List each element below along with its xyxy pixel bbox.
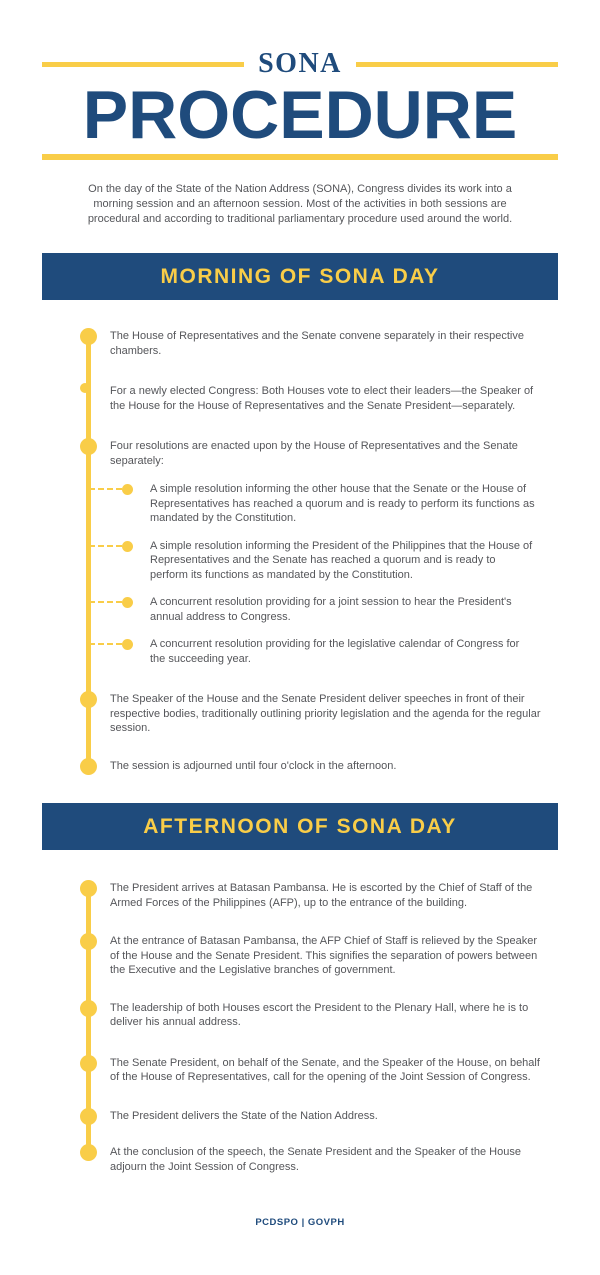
footer: [0, 1212, 600, 1230]
timeline-subitem: [80, 539, 555, 583]
timeline-dot: [80, 1108, 97, 1125]
item-text: The President arrives at Batasan Pambansa. He is escorted by the Chief of Staff of the Armed Forces of the Philippines (AFP), up to the entrance of the building.: [110, 882, 533, 909]
timeline-dot: [80, 328, 97, 345]
timeline-morning: [80, 329, 555, 773]
timeline-item: [80, 384, 555, 413]
page-title: PROCEDURE: [82, 77, 518, 153]
timeline-item: [80, 1001, 555, 1030]
section-banner-afternoon: [42, 803, 558, 850]
timeline-subdot: [122, 541, 133, 552]
dashed-connector: [89, 601, 122, 603]
timeline-subitem: [80, 482, 555, 526]
timeline-afternoon: [80, 881, 555, 1174]
item-text: For a newly elected Congress: Both Houses vote to elect their leaders—the Speaker of the House for the House of Representatives and the Senate President—separately.: [110, 385, 534, 412]
timeline-subdot: [122, 639, 133, 650]
dashed-connector: [89, 488, 122, 490]
dashed-connector: [89, 643, 122, 645]
timeline-dot-hollow: [80, 383, 90, 393]
timeline-dot: [80, 933, 97, 950]
timeline-dot: [80, 438, 97, 455]
timeline-dot: [80, 1055, 97, 1072]
timeline-item: [80, 1056, 555, 1085]
item-text: A simple resolution informing the other house that the Senate or the House of Representatives has reached a quorum and is ready to perform its functions as mandated by the Constitution.: [150, 483, 535, 524]
item-text: A concurrent resolution providing for the legislative calendar of Congress for the succeeding year.: [150, 638, 520, 665]
item-text: At the conclusion of the speech, the Senate President and the Speaker of the House adjourn the Joint Session of Congress.: [110, 1146, 521, 1173]
kicker-title: SONA: [258, 48, 342, 79]
timeline-subdot: [122, 597, 133, 608]
timeline-item: [80, 692, 555, 736]
kicker-rule-left: [42, 62, 244, 67]
item-text: The leadership of both Houses escort the President to the Plenary Hall, where he is to deliver his annual address.: [110, 1001, 529, 1028]
timeline-subdot: [122, 484, 133, 495]
item-text: At the entrance of Batasan Pambansa, the AFP Chief of Staff is relieved by the Speaker of the House and the Senate President. This signifies the separation of powers between the Executive and the Legislative branches of government.: [110, 935, 538, 976]
timeline-dot: [80, 758, 97, 775]
timeline-item: [80, 1145, 555, 1174]
timeline-item: [80, 1109, 555, 1124]
timeline-item: [80, 329, 555, 358]
timeline-dot: [80, 691, 97, 708]
footer-credits: PCDSPO | GOVPH: [255, 1217, 345, 1228]
intro-text: On the day of the State of the Nation Address (SONA), Congress divides its work into a morning session and an afternoon session. Most of the activities in both sessions are procedural and according to traditional parliamentary procedure used around the world.: [87, 183, 513, 225]
item-text: The session is adjourned until four o'clock in the afternoon.: [110, 759, 397, 772]
timeline-item: [80, 439, 555, 468]
timeline-subitem: [80, 637, 555, 666]
timeline-item: [80, 881, 555, 910]
header-divider: [42, 154, 558, 160]
timeline-item: [80, 934, 555, 978]
item-text: The President delivers the State of the Nation Address.: [110, 1109, 378, 1122]
item-text: The Senate President, on behalf of the Senate, and the Speaker of the House, on behalf of the House of Representatives, call for the opening of the Joint Session of Congress.: [110, 1056, 540, 1083]
kicker-rule-right: [356, 62, 558, 67]
timeline-subitem: [80, 595, 555, 624]
dashed-connector: [89, 545, 122, 547]
header: [0, 0, 600, 227]
timeline-dot: [80, 880, 97, 897]
item-text: The Speaker of the House and the Senate President deliver speeches in front of their respective bodies, traditionally outlining priority legislation and the agenda for the regular session.: [110, 693, 541, 734]
item-text: A simple resolution informing the President of the Philippines that the House of Representatives and the Senate has reached a quorum and is ready to perform its functions as mandated by the Constitution.: [150, 539, 533, 581]
section-banner-morning: [42, 253, 558, 300]
item-text: A concurrent resolution providing for a joint session to hear the President's annual address to Congress.: [150, 596, 512, 623]
banner-title-morning: MORNING OF SONA DAY: [160, 264, 440, 288]
timeline-dot: [80, 1000, 97, 1017]
timeline-item: [80, 759, 555, 774]
kicker-row: [42, 48, 558, 80]
timeline-dot: [80, 1144, 97, 1161]
item-text: Four resolutions are enacted upon by the House of Representatives and the Senate separately:: [110, 440, 518, 467]
item-text: The House of Representatives and the Senate convene separately in their respective chambers.: [110, 330, 524, 357]
banner-title-afternoon: AFTERNOON OF SONA DAY: [143, 814, 457, 838]
